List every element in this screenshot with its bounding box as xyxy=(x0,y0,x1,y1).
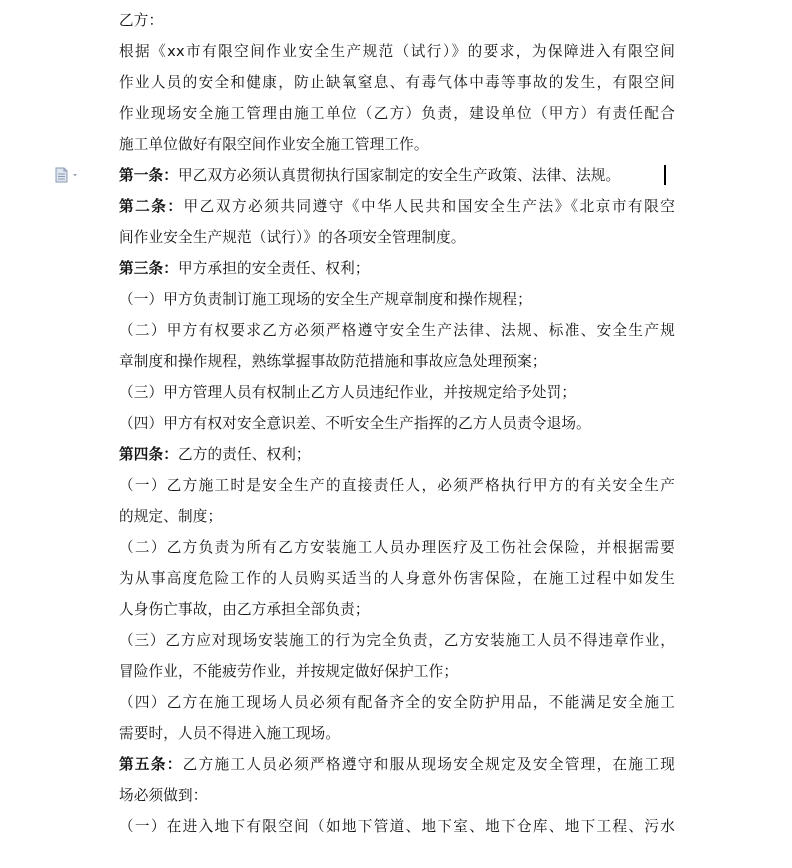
line-text: 需要时，人员不得进入施工现场。 xyxy=(119,725,341,742)
text-line xyxy=(119,346,675,377)
article-heading: 第一条： xyxy=(119,167,178,184)
text-line xyxy=(119,470,675,501)
text-line xyxy=(119,284,675,315)
text-line xyxy=(119,501,675,532)
line-text: （二）乙方负责为所有乙方安装施工人员办理医疗及工伤社会保险，并根据需要 xyxy=(119,539,675,556)
line-text: 为从事高度危险工作的人员购买适当的人身意外伤害保险，在施工过程中如发生 xyxy=(119,570,675,587)
line-text: 章制度和操作规程，熟练掌握事故防范措施和事故应急处理预案； xyxy=(119,353,547,370)
text-line xyxy=(119,160,675,191)
text-line xyxy=(119,98,675,129)
text-line xyxy=(119,656,675,687)
text-line xyxy=(119,222,675,253)
line-text: （一）乙方施工时是安全生产的直接责任人，必须严格执行甲方的有关安全生产 xyxy=(119,477,675,494)
line-text: 乙方的责任、权利； xyxy=(177,446,311,463)
article-heading: 第二条： xyxy=(119,198,184,215)
line-text: 间作业安全生产规范（试行）》的各项安全管理制度。 xyxy=(119,229,466,246)
text-line xyxy=(119,749,675,780)
text-line xyxy=(119,67,675,98)
text-line xyxy=(119,315,675,346)
text-line xyxy=(119,563,675,594)
article-heading: 第五条： xyxy=(119,756,183,773)
article-heading: 第三条： xyxy=(119,260,178,277)
paragraph-options-handle[interactable] xyxy=(52,166,82,184)
line-text: 甲乙双方必须认真贯彻执行国家制定的安全生产政策、法律、法规。 xyxy=(177,167,621,184)
text-line xyxy=(119,253,675,284)
text-line xyxy=(119,811,675,842)
text-line xyxy=(119,718,675,749)
text-line xyxy=(119,439,675,470)
text-line xyxy=(119,36,675,67)
text-line xyxy=(119,780,675,811)
document-body[interactable] xyxy=(119,5,675,842)
line-text: 乙方： xyxy=(119,12,164,29)
text-line xyxy=(119,532,675,563)
line-text: （四）甲方有权对安全意识差、不听安全生产指挥的乙方人员责令退场。 xyxy=(119,415,591,432)
text-line xyxy=(119,687,675,718)
line-text: 根据《xx市有限空间作业安全生产规范（试行）》的要求，为保障进入有限空间 xyxy=(119,43,675,60)
line-text: 的规定、制度； xyxy=(119,508,223,525)
text-line xyxy=(119,377,675,408)
text-line xyxy=(119,191,675,222)
line-text: 甲方承担的安全责任、权利； xyxy=(177,260,370,277)
line-text: （三）甲方管理人员有权制止乙方人员违纪作业，并按规定给予处罚； xyxy=(119,384,577,401)
line-text: 人身伤亡事故，由乙方承担全部负责； xyxy=(119,601,370,618)
text-line xyxy=(119,594,675,625)
line-text: 作业现场安全施工管理由施工单位（乙方）负责，建设单位（甲方）有责任配合 xyxy=(119,105,675,122)
text-cursor xyxy=(664,165,666,185)
line-text: （二）甲方有权要求乙方必须严格遵守安全生产法律、法规、标准、安全生产规 xyxy=(119,322,675,339)
document-page-icon xyxy=(52,166,82,184)
text-line xyxy=(119,625,675,656)
line-text: 施工单位做好有限空间作业安全施工管理工作。 xyxy=(119,136,429,153)
line-text: 乙方施工人员必须严格遵守和服从现场安全规定及安全管理，在施工现 xyxy=(182,756,675,773)
line-text: 场必须做到： xyxy=(119,787,208,804)
line-text: 冒险作业，不能疲劳作业，并按规定做好保护工作； xyxy=(119,663,459,680)
text-line xyxy=(119,5,675,36)
line-text: （一）甲方负责制订施工现场的安全生产规章制度和操作规程； xyxy=(119,291,532,308)
text-line xyxy=(119,129,675,160)
text-line xyxy=(119,408,675,439)
line-text: 甲乙双方必须共同遵守《中华人民共和国安全生产法》《北京市有限空 xyxy=(183,198,675,215)
line-text: （一）在进入地下有限空间（如地下管道、地下室、地下仓库、地下工程、污水 xyxy=(119,818,675,835)
article-heading: 第四条： xyxy=(119,446,178,463)
line-text: （四）乙方在施工现场人员必须有配备齐全的安全防护用品，不能满足安全施工 xyxy=(119,694,675,711)
line-text: （三）乙方应对现场安装施工的行为完全负责，乙方安装施工人员不得违章作业， xyxy=(119,632,675,649)
chevron-down-icon xyxy=(73,174,77,177)
line-text: 作业人员的安全和健康，防止缺氧窒息、有毒气体中毒等事故的发生，有限空间 xyxy=(119,74,675,91)
